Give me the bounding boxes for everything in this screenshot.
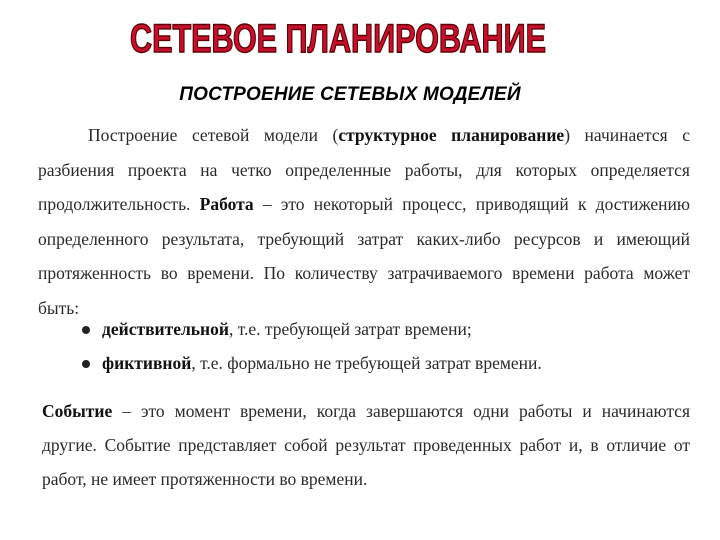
title-text: СЕТЕВОЕ ПЛАНИРОВАНИЕ — [130, 17, 546, 61]
term-work: Работа — [199, 194, 254, 214]
bullet-text — [102, 312, 472, 346]
event-text: – это момент времени, когда завершаются одни работы и начинаются другие. Событие представляет собой результат проведенных работ и, в отличие от работ, не имеет протяженности во времени. — [42, 401, 690, 489]
bullet-rest: , т.е. формально не требующей затрат времени. — [191, 353, 542, 373]
title-wordart — [0, 0, 720, 72]
intro-text-1: Построение сетевой модели ( — [88, 125, 339, 145]
intro-text-3: – это некоторый процесс, приводящий к достижению определенного результата, требующий затрат каких-либо ресурсов и имеющий протяженность во времени. По количеству затрачиваемого времени работа может быть: — [38, 194, 690, 318]
paragraph-intro — [38, 118, 690, 325]
list-item — [82, 312, 682, 346]
work-types-list — [82, 312, 682, 380]
bullet-dot-icon — [82, 360, 90, 368]
bullet-dot-icon — [82, 326, 90, 334]
term-fictitious: фиктивной — [102, 353, 192, 373]
intro-text-2: ) начинается с разбиения проекта на четко определенные работы, для которых определяется продолжительность. — [38, 125, 690, 214]
subtitle: ПОСТРОЕНИЕ СЕТЕВЫХ МОДЕЛЕЙ — [179, 84, 521, 105]
bullet-text — [102, 346, 542, 380]
term-event: Событие — [42, 401, 113, 421]
paragraph-event — [42, 394, 690, 496]
list-item — [82, 346, 682, 380]
term-structural-planning: структурное планирование — [338, 125, 565, 145]
bullet-rest: , т.е. требующей затрат времени; — [228, 319, 472, 339]
term-actual: действительной — [102, 319, 229, 339]
